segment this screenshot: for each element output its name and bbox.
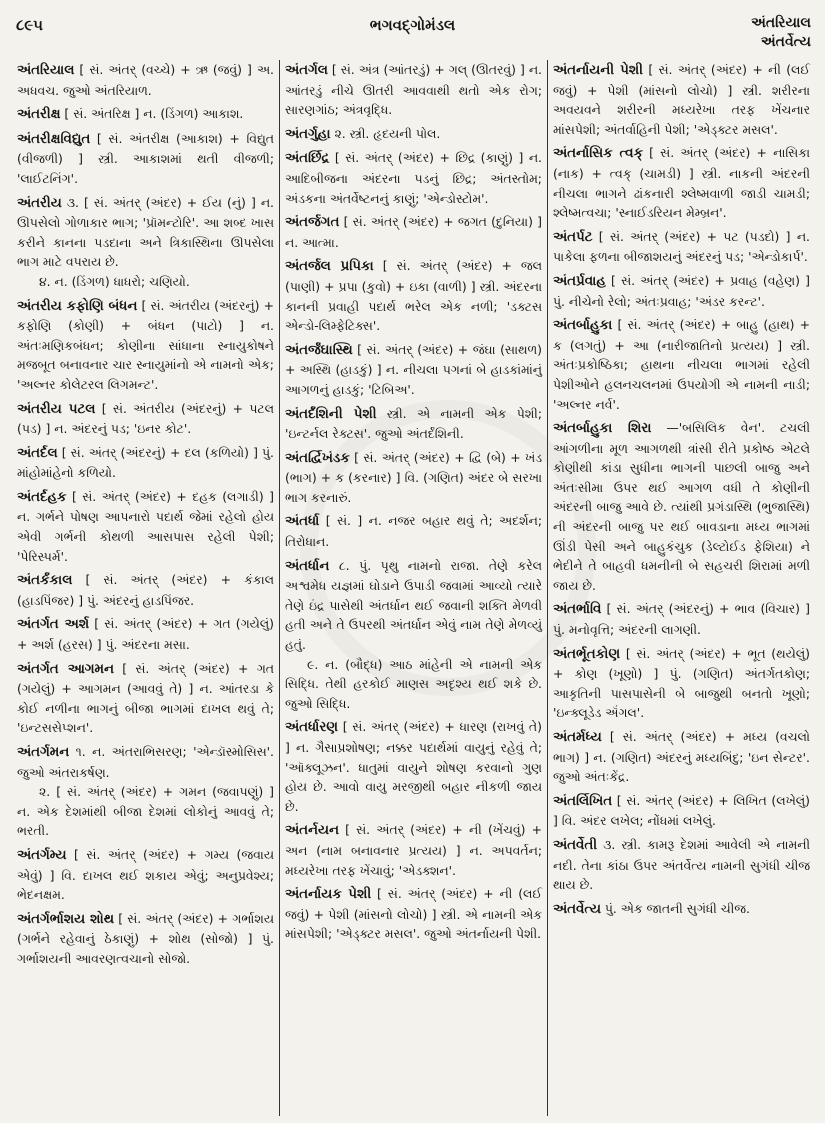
entry-headword: અંતર્ધાન [285, 558, 330, 574]
entry-definition: [ સં. અંતરીક્ષ (આકાશ) + વિદ્યુત (વીજળી) ] સ્ત્રી. આકાશમાં થતી વીજળી; 'લાઈટનિંગ'. [17, 130, 274, 186]
dictionary-entry [553, 418, 810, 595]
entry-subsense: ૯. ન. (બૌદ્ધ) આઠ માંહેની એ નામની એક સિદ્ધિ. તેથી હરકોઈ માણસ અદૃશ્ય થઈ શકે છે. જુઓ સિદ્ધિ. [285, 656, 542, 711]
dictionary-entry [285, 717, 542, 816]
guide-word-first: અંતરિયાલ [751, 15, 811, 31]
entry-definition: ૧. ન. અંતરાભિસરણ; 'એન્ડૉસ્મોસિસ'. જુઓ અંતરાકર્ષણ. [17, 744, 274, 780]
entry-definition: [ સં. અંતર્ (અંદર) + દહક (લગાડી) ] ન. ગર્ભને પોષણ આપનારો પદાર્થ જેમાં રહેલો હોય એવી ગર્ભની કોથળી આસપાસ રહેલી પેશી; 'પેરિસ્પર્મ'. [17, 488, 274, 564]
entry-definition: ૮. પું. પૃથુ નામનો રાજા. તેણે કરેલ અશ્વમેધ યજ્ઞમાં ઘોડાને ઉપાડી જવામાં આવ્યો ત્યારે તેણે ઇંદ્ર પાસેથી અંતર્ધાન થઈ જવાની શક્તિ મેળવી હતી અને તે ઉપરથી અંતર્ધાન એવું નામ તેણે મેળવ્યું હતું. [285, 557, 542, 653]
dictionary-entry [553, 644, 810, 723]
entry-headword: અંતર્દલ [17, 445, 58, 461]
dictionary-entry [285, 212, 542, 252]
entry-headword: અંતર્કંકાલ [17, 573, 73, 589]
dictionary-entry [553, 899, 810, 920]
guide-words [751, 14, 811, 52]
guide-word-last: અંતર્વેત્ય [760, 34, 811, 50]
entry-headword: અંતરીય પટલ [17, 401, 96, 417]
entry-headword: અંતર્ગર્ભાશય શોથ [17, 911, 114, 927]
entry-definition: [ સં. અંતર્ (અંદર) + ગત (ગયેલું) + અર્શ (હરસ) ] પું. અંદરના મસા. [17, 616, 274, 653]
entry-definition: [ સં. અંતર્ (અંદર) + છિદ્ર (કાણું) ] ન. આદિબીજના અંદરના પડનું છિદ્ર; અંતસ્તોમ; અંડકના અંતર્વેષ્ટનનું કાણું; 'એન્ડોસ્ટોમ'. [285, 150, 542, 206]
entry-definition: [ સં. અંતર્ (વચ્ચે) + ઋ (જવું) ] અ. અધવચ. જુઓ અંતરિયાળ. [17, 62, 274, 98]
column-3 [547, 60, 815, 1116]
entry-headword: અંતર્છિદ્ર [285, 151, 330, 167]
entry-headword: અંતરીક્ષવિદ્યુત [17, 131, 91, 147]
page-header [0, 14, 825, 58]
entry-definition: [ સં. અંતર્ (અંદર) + ની (લઈ જવું) + પેશી (માંસનો લોચો) ] સ્ત્રી. એ નામની એક માંસપેશી; 'એડ્ક્ટર મસલ'. જુઓ અંતર્નાયની પેશી. [285, 886, 542, 942]
dictionary-entry [17, 296, 274, 395]
dictionary-entry [285, 820, 542, 880]
entry-definition: [ સં. અંતર્ (અંદર) + ગત (ગયેલું) + આગમન (આવવું તે) ] ન. આંતરડા કે કોઈ નળીના ભાગનું બીજા ભાગમાં દાખલ થવું તે; 'ઇન્ટસસેપ્શન'. [17, 660, 274, 736]
entry-headword: અંતર્દ્વિખંડક [285, 450, 350, 466]
dictionary-entry [553, 835, 810, 895]
entry-definition: [ સં. અંતર્ (અંદર) + ગમ્ય (જવાય એવું) ] વિ. દાખલ થઈ શકાય એવું; અનુપ્રવેશ્ય; ભેદનક્ષમ. [17, 846, 274, 903]
entry-headword: અંતર્નાસિક ત્વક્ [553, 146, 643, 162]
entry-definition: [ સં. અંતર્ (અંદર) + ની (ખેંચવું) + અન (નામ બનાવનાર પ્રત્યય) ] ન. અપવર્તન; મધ્યરેખા તરફ ખેંચાવું; 'એડક્શન'. [285, 822, 542, 878]
dictionary-entry [17, 909, 274, 969]
dictionary-entry [285, 124, 542, 145]
dictionary-entry [285, 556, 542, 714]
entry-headword: અંતર્દંશિની પેશી [285, 406, 377, 422]
dictionary-entry [285, 340, 542, 400]
dictionary-entry [17, 487, 274, 566]
dictionary-entry [553, 60, 810, 139]
entry-definition: [ સં. અંતર્ (અંદર) + ધારણ (રાખવું તે) ] ન. ગૈસાપ્રશોષણ; નક્કર પદાર્થમાં વાયુનું રહેવું તે; 'ઑક્લૂઝન'. ધાતુમાં વાયુને શોષણ કરવાનો ગુણ હોય છે. આવો વાયુ મરજીથી બહાર નીકળી જાય છે. [285, 719, 542, 814]
dictionary-entry [17, 659, 274, 738]
entry-headword: અંતર્ગત આગમન [17, 661, 114, 677]
dictionary-entry [285, 256, 542, 335]
entry-definition: [ સં. અંતર્ (અંદર) + દ્વિ (બે) + ખંડ (ભાગ) + ક (કરનાર) ] વિ. (ગણિત) અંદર બે સરખા ભાગ કરનારું. [285, 449, 542, 505]
column-2 [279, 60, 547, 1116]
entry-definition: [ સં. અંતર્ (અંદર) + બાહુ (હાથ) + ક (લગતું) + આ (નારીજાતિનો પ્રત્યય) ] સ્ત્રી. અંતઃપ્રકોષ્ઠિકા; હાથના નીચલા ભાગમાં રહેલી પેશીઓને હલનચલનમાં ઉપયોગી એ નામની નાડી; 'અલ્નર નર્વ'. [553, 317, 810, 412]
entry-definition: [ સં. અંતર્ (અંદરનું) + દલ (કળિયો) ] પું. માંહોમાંહેનો કળિયો. [17, 444, 274, 481]
entry-headword: અંતર્વેતી [553, 837, 598, 853]
entry-headword: અંતર્નાયક પેશી [285, 887, 372, 903]
entry-headword: અંતર્દહક [17, 489, 67, 505]
dictionary-entry [17, 60, 274, 100]
entry-headword: અંતર્ધા [285, 514, 320, 530]
entry-definition: [ સં. અંત્ર (આંતરડું) + ગલ્ (ઊતરવું) ] ન. આંતરડું નીચે ઊતરી આવવાથી થતો એક રોગ; સારણગાંઠ; અંત્રવૃદ્ધિ. [285, 62, 542, 118]
entry-definition: [ સં. અંતર્ (અંદર) + નાસિકા (નાક) + ત્વક્ (ચામડી) ] સ્ત્રી. નાકની અંદરની નીચલા ભાગને ઢાંકનારી શ્લેષ્મવાળી જાડી ચામડી; શ્લેષ્મત્વચા; 'સ્નાઈડરિયન મેમ્બ્રન'. [553, 145, 810, 221]
entry-headword: અંતર્જગત [285, 215, 340, 231]
dictionary-entry [553, 727, 810, 787]
dictionary-entry [17, 845, 274, 905]
dictionary-entry [553, 271, 810, 311]
entry-headword: અંતરીય [17, 195, 62, 211]
entry-definition: ૨. સ્ત્રી. હૃદયની પોલ. [330, 125, 441, 141]
entry-headword: અંતર્ગમન [17, 745, 70, 760]
dictionary-entry [17, 614, 274, 654]
entry-definition: [ સં. અંતર્ (અંદરનું) + ભાવ (વિચાર) ] પું. મનોવૃત્તિ; અંદરની લાગણી. [553, 601, 810, 638]
entry-headword: અંતર્બાહુકા શિરા [553, 421, 652, 437]
entry-definition: [ સં. અંતર્ (અંદર) + લિખિત (લખેલું) ] વિ. અંદર લખેલ; નોંધમાં લખેલું. [553, 792, 810, 829]
entry-headword: અંતર્બાહુકા [553, 318, 613, 334]
entry-headword: અંતર્ભૂતકોણ [553, 646, 621, 662]
dictionary-entry [285, 511, 542, 551]
entry-definition: [ સં. ] ન. નજર બહાર થવું તે; અદર્શન; તિરોધાન. [285, 513, 542, 550]
entry-definition: [ સં. અંતર્ (અંદર) + મધ્ય (વચલો ભાગ) ] ન. (ગણિત) અંદરનું મધ્યબિંદુ; 'ઇન સેન્ટર'. જુઓ અંતઃકેંદ્ર. [553, 729, 810, 785]
dictionary-entry [553, 143, 810, 222]
entry-definition: [ સં. અંતર્ (અંદર) + કંકાલ (હાડપિંજર) ] પું. અંદરનું હાડપિંજર. [17, 572, 274, 608]
entry-headword: અંતરિયાલ [17, 63, 75, 78]
entry-headword: અંતર્ગુહા [285, 126, 331, 142]
entry-definition: [ સં. અંતર્ (અંદર) + પટ (પડદો) ] ન. પાકેલા ફળના બીજાશયનું અંદરનું પડ; 'એન્ડોકાર્પ'. [553, 228, 810, 265]
entry-headword: અંતર્ધારણ [285, 720, 338, 736]
entry-headword: અંતર્ગલ [285, 63, 328, 78]
dictionary-entry [553, 315, 810, 414]
entry-headword: અંતર્ગમ્ય [17, 847, 67, 863]
entry-definition: [ સં. અંતર્ (અંદર) + ની (લઈ જવું) + પેશી (માંસનો લોચો) ] સ્ત્રી. શરીરના અવયવને શરીરની મધ્યરેખા તરફ ખેંચનાર માંસપેશી; અંતર્વાહિની પેશી; 'એડ્ક્ટર મસલ'. [553, 62, 810, 137]
entry-definition: [ સં. અંતરિક્ષ ] ન. (ડિંગળ) આકાશ. [60, 106, 244, 122]
dictionary-entry [285, 884, 542, 944]
entry-subsense: ૪. ન. (ડિંગળ) ધાધરો; ચણિયો. [39, 273, 190, 289]
dictionary-entry [553, 227, 810, 267]
entry-definition: [ સં. અંતરીય (અંદરનું) + કફોણિ (કોણી) + બંધન (પાટો) ] ન. અંતઃમણિકબંધન; કોણીના સાંધાના સ્નાયુકોષને મજબૂત બનાવનાર ચાર સ્નાયુમાંનો એ નામનો એક; 'અલ્નર કોલેટરલ લિગમન્ટ'. [17, 297, 274, 392]
entry-headword: અંતરીક્ષ [17, 107, 61, 123]
column-1 [12, 60, 279, 1116]
dictionary-entry [17, 570, 274, 610]
dictionary-entry [17, 443, 274, 483]
entry-headword: અંતર્નયન [285, 823, 339, 839]
entry-headword: અંતર્જંઘાસ્થિ [285, 342, 353, 358]
entry-subsense: ૨. [ સં. અંતર્ (અંદર) + ગમન (જવાપણું) ] ન. એક દેશમાંથી બીજા દેશમાં લોકોનું આવવું તે; ભરતી. [17, 784, 274, 839]
entry-headword: અંતર્નાયની પેશી [553, 63, 643, 78]
dictionary-entry [17, 104, 274, 125]
entry-headword: અંતર્પ્રવાહ [553, 273, 606, 289]
dictionary-columns [12, 60, 815, 1116]
dictionary-entry [17, 193, 274, 292]
entry-definition: [ સં. અંતર્ (અંદર) + જલ (પાણી) + પ્રપા (કુવો) + ઇકા (વાળી) ] સ્ત્રી. અંદરના કાનની પ્રવાહી પદાર્થ ભરેલ એક નળી; 'ડક્ટસ એન્ડો-લિમ્ફેટિક્સ'. [285, 258, 542, 334]
entry-definition: સ્ત્રી. એ નામની એક પેશી; 'ઇન્ટર્નલ રેક્ટસ'. જુઓ અંતર્દંશિની. [285, 405, 543, 442]
dictionary-entry [17, 129, 274, 189]
dictionary-entry [285, 448, 542, 508]
entry-headword: અંતર્મધ્ય [553, 730, 602, 745]
dictionary-entry [553, 599, 810, 639]
entry-definition: [ સં. અંતરીય (અંદરનું) + પટલ (પડ) ] ન. અંદરનું પડ; 'ઇનર કોટ'. [17, 400, 274, 437]
entry-headword: અંતર્લિખિત [553, 793, 613, 809]
dictionary-entry [285, 60, 542, 120]
entry-definition: ૩. [ સં. અંતર્ (અંદર) + ઈય (નું) ] ન. ઊપસેલો ગોળાકાર ભાગ; 'પ્રૉમન્ટોરિ'. આ શબ્દ ખાસ કરીને કાનના પડદાના અને ત્રિકાસ્થિના ઊપસેલા ભાગ માટે વપરાય છે. [17, 194, 274, 270]
entry-definition: [ સં. અંતર્ (અંદર) + જગત (દુનિયા) ] ન. આત્મા. [285, 214, 542, 250]
entry-headword: અંતર્જલ પ્રપિકા [285, 259, 374, 275]
book-title: ભગવદ્ગોમંડલ [369, 16, 456, 34]
dictionary-entry [285, 404, 542, 444]
entry-headword: અંતર્ગત અર્શ [17, 617, 90, 633]
dictionary-entry [17, 399, 274, 439]
entry-headword: અંતર્ભાવિ [553, 602, 602, 618]
entry-definition: પું. એક જાતની સુગંધી ચીજ. [600, 900, 750, 916]
entry-headword: અંતરીય કફોણિ બંધન [17, 298, 138, 314]
dictionary-entry [553, 791, 810, 831]
entry-definition: [ સં. અંતર્ (અંદર) + પ્રવાહ (વહેણ) ] પું. નીચેનો રેલો; અંતઃપ્રવાહ; 'અંડર કરન્ટ'. [553, 272, 810, 309]
dictionary-entry [17, 742, 274, 841]
entry-definition: [ સં. અંતર્ (અંદર) + ગર્ભાશય (ગર્ભને રહેવાનું ઠેકાણું) + શોથ (સોજો) ] પું. ગર્ભાશયની આવરણત્વચાનો સોજો. [17, 910, 274, 966]
entry-headword: અંતર્પટ [553, 229, 593, 245]
dictionary-entry [285, 148, 542, 208]
entry-definition: ૩. સ્ત્રી. કામરૂ દેશમાં આવેલી એ નામની નદી. તેના કાંઠા ઉપર અંતર્વેત્ય નામની સુગંધી ચીજ થાય છે. [553, 836, 810, 893]
entry-headword: અંતર્વેત્ય [553, 901, 601, 917]
entry-definition: [ સં. અંતર્ (અંદર) + જંઘા (સાથળ) + અસ્થિ (હાડકું) ] ન. નીચલા પગનાં બે હાડકાંમાંનું આગળનું હાડકું; 'ટિબિઅ'. [285, 341, 542, 397]
entry-definition: —'બસિલિક વેન'. ટચલી આંગળીના મૂળ આગળથી ત્રાંસી રીતે પ્રકોષ્ઠ એટલે કોણીથી કાંડા સુધીના ભાગની પાછલી બાજુ અને અંતઃસીમા ઉપર થઈ આગળ વધી તે કોણીની અંદરની બાજુ આવે છે. ત્યાંથી પ્રગંડાસ્થિ (ભુજાસ્થિ) ની અંદરની બાજુ પર થઈ બાવડાના મધ્ય ભાગમાં ઊંડી પેસી અને બાહુકંચુક (ડેલ્ટોઈડ ફેશિયા) ને ભેદીને તે બાહવી ધમનીની બે સહચરી શિરામાં મળી જાય છે. [553, 420, 810, 593]
entry-definition: [ સં. અંતર્ (અંદર) + ભૂત (થયેલું) + કોણ (ખૂણો) ] પું. (ગણિત) અંતર્ગતકોણ; આકૃતિની પાસપાસેની બે બાજુથી બનતો ખૂણો; 'ઇન્ક્લૂડેડ ઍંગલ'. [553, 645, 810, 721]
page-number: ૮૯૫ [16, 16, 43, 34]
